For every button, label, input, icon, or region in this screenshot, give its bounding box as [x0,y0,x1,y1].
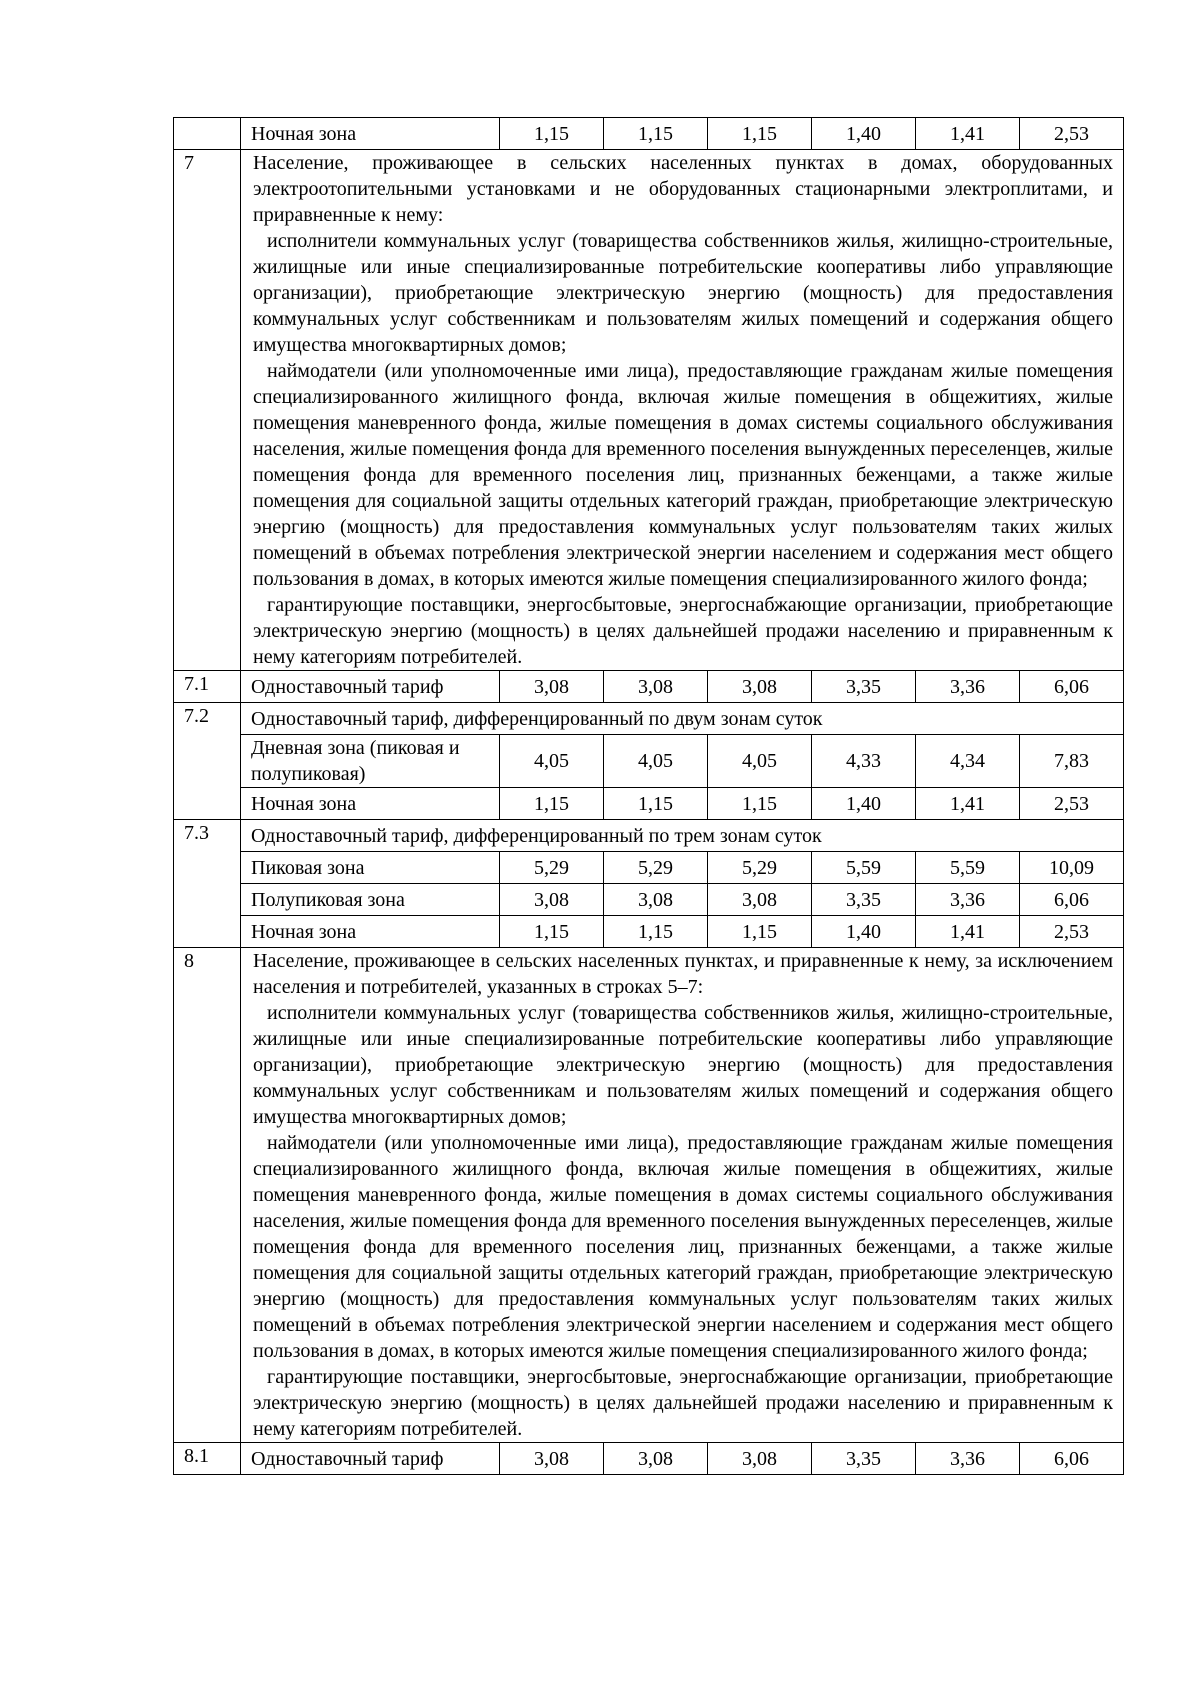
category-description-cell [241,150,1124,671]
value-cell: 1,41 [916,788,1020,820]
table-row [174,735,1124,788]
value-cell: 5,59 [812,852,916,884]
table-row [174,671,1124,703]
value-cell: 3,08 [708,884,812,916]
value-cell: 3,08 [604,671,708,703]
value-cell: 1,40 [812,118,916,150]
value-cell: 1,15 [604,916,708,948]
table-row [174,1443,1124,1475]
tariff-name-cell: Одноставочный тариф [241,1443,500,1475]
value-cell: 3,08 [500,671,604,703]
table-row [174,884,1124,916]
value-cell: 3,36 [916,671,1020,703]
value-cell: 2,53 [1020,118,1124,150]
row-number-cell: 7 [174,150,241,671]
tariff-group-title: Одноставочный тариф, дифференцированный по трем зонам суток [241,820,1124,852]
value-cell: 4,05 [500,735,604,788]
tariff-name-cell: Полупиковая зона [241,884,500,916]
tariff-name-cell: Ночная зона [241,118,500,150]
tariff-name-cell: Дневная зона (пиковая и полупиковая) [241,735,500,788]
value-cell: 2,53 [1020,788,1124,820]
row-number-cell: 8.1 [174,1443,241,1475]
tariff-name-cell: Пиковая зона [241,852,500,884]
value-cell: 3,35 [812,884,916,916]
category-paragraph: гарантирующие поставщики, энергосбытовые, энергоснабжающие организации, приобретающие электрическую энергию (мощность) в целях дальнейшей продажи населению и приравненным к нему категориям потребителей. [253,1366,1113,1440]
table-row [174,703,1124,735]
category-paragraph: исполнители коммунальных услуг (товарищества собственников жилья, жилищно-строительные, жилищные или иные специализированные потребительские кооперативы либо управляющие организации), приобретающие электрическую энергию (мощность) для предоставления коммунальных услуг собственникам и пользователям жилых помещений и содержания общего имущества многоквартирных домов; [253,230,1113,356]
row-number-cell [174,118,241,150]
value-cell: 5,29 [604,852,708,884]
value-cell: 3,36 [916,884,1020,916]
category-description-cell [241,948,1124,1443]
category-paragraph: наймодатели (или уполномоченные ими лица), предоставляющие гражданам жилые помещения специализированного жилищного фонда, включая жилые помещения в общежитиях, жилые помещения маневренного фонда, жилые помещения в домах системы социального обслуживания населения, жилые помещения фонда для временного поселения вынужденных переселенцев, жилые помещения фонда для временного поселения лиц, признанных беженцами, а также жилые помещения для социальной защиты отдельных категорий граждан, приобретающие электрическую энергию (мощность) для предоставления коммунальных услуг пользователям таких жилых помещений в объемах потребления электрической энергии населением и содержания мест общего пользования в домах, в которых имеются жилые помещения специализированного жилого фонда; [253,360,1113,590]
value-cell: 1,15 [500,788,604,820]
value-cell: 1,15 [708,916,812,948]
table-row [174,150,1124,671]
value-cell: 1,15 [500,118,604,150]
value-cell: 7,83 [1020,735,1124,788]
value-cell: 10,09 [1020,852,1124,884]
value-cell: 5,29 [708,852,812,884]
value-cell: 6,06 [1020,1443,1124,1475]
value-cell: 5,29 [500,852,604,884]
table-row [174,118,1124,150]
value-cell: 6,06 [1020,671,1124,703]
value-cell: 1,41 [916,118,1020,150]
value-cell: 5,59 [916,852,1020,884]
value-cell: 4,33 [812,735,916,788]
table-row [174,820,1124,852]
value-cell: 3,35 [812,671,916,703]
category-intro: Население, проживающее в сельских населенных пунктах в домах, оборудованных электроотопительными установками и не оборудованных стационарными электроплитами, и приравненные к нему: [253,152,1113,226]
value-cell: 1,15 [500,916,604,948]
value-cell: 1,15 [604,788,708,820]
value-cell: 1,15 [708,118,812,150]
table-row [174,852,1124,884]
value-cell: 4,05 [708,735,812,788]
value-cell: 3,08 [604,884,708,916]
value-cell: 3,08 [500,884,604,916]
category-intro: Население, проживающее в сельских населенных пунктах, и приравненные к нему, за исключением населения и потребителей, указанных в строках 5–7: [253,950,1113,998]
value-cell: 1,40 [812,916,916,948]
category-paragraph: исполнители коммунальных услуг (товарищества собственников жилья, жилищно-строительные, жилищные или иные специализированные потребительские кооперативы либо управляющие организации), приобретающие электрическую энергию (мощность) для предоставления коммунальных услуг собственникам и пользователям жилых помещений и содержания общего имущества многоквартирных домов; [253,1002,1113,1128]
tariff-group-title: Одноставочный тариф, дифференцированный по двум зонам суток [241,703,1124,735]
value-cell: 1,40 [812,788,916,820]
tariff-name-cell: Ночная зона [241,916,500,948]
value-cell: 4,34 [916,735,1020,788]
value-cell: 3,08 [500,1443,604,1475]
row-number-cell: 8 [174,948,241,1443]
category-paragraph: наймодатели (или уполномоченные ими лица), предоставляющие гражданам жилые помещения специализированного жилищного фонда, включая жилые помещения в общежитиях, жилые помещения маневренного фонда, жилые помещения в домах системы социального обслуживания населения, жилые помещения фонда для временного поселения вынужденных переселенцев, жилые помещения фонда для временного поселения лиц, признанных беженцами, а также жилые помещения для социальной защиты отдельных категорий граждан, приобретающие электрическую энергию (мощность) для предоставления коммунальных услуг пользователям таких жилых помещений в объемах потребления электрической энергии населением и содержания мест общего пользования в домах, в которых имеются жилые помещения специализированного жилого фонда; [253,1132,1113,1362]
value-cell: 1,15 [708,788,812,820]
tariff-table [173,117,1124,1475]
value-cell: 1,15 [604,118,708,150]
value-cell: 3,36 [916,1443,1020,1475]
table-row [174,788,1124,820]
value-cell: 3,08 [708,671,812,703]
table-row [174,948,1124,1443]
value-cell: 2,53 [1020,916,1124,948]
value-cell: 3,35 [812,1443,916,1475]
tariff-name-cell: Одноставочный тариф [241,671,500,703]
value-cell: 3,08 [708,1443,812,1475]
tariff-name-cell: Ночная зона [241,788,500,820]
value-cell: 4,05 [604,735,708,788]
category-paragraph: гарантирующие поставщики, энергосбытовые, энергоснабжающие организации, приобретающие электрическую энергию (мощность) в целях дальнейшей продажи населению и приравненным к нему категориям потребителей. [253,594,1113,668]
table-row [174,916,1124,948]
value-cell: 1,41 [916,916,1020,948]
value-cell: 3,08 [604,1443,708,1475]
row-number-cell: 7.2 [174,703,241,820]
row-number-cell: 7.3 [174,820,241,948]
row-number-cell: 7.1 [174,671,241,703]
value-cell: 6,06 [1020,884,1124,916]
